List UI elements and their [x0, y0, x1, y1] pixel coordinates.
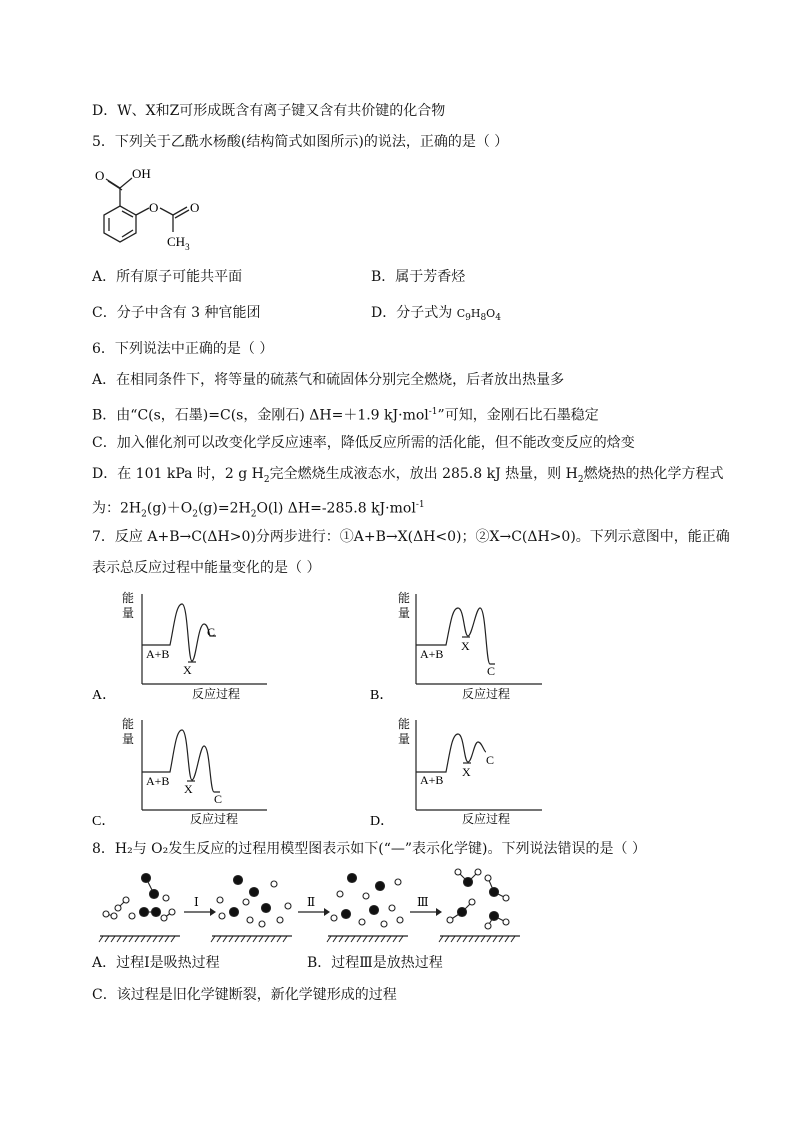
q8-option-b: B．过程Ⅲ是放热过程 — [307, 955, 443, 971]
q7-stem-line1: 7．反应 A+B→C(ΔH>0)分两步进行：①A+B→X(ΔH<0)；②X→C(ΔH>0)。下列示意图中，能正确 — [92, 529, 730, 545]
reaction-model-diagram — [96, 864, 536, 946]
q4-option-d: D．W、X和Z可形成既含有离子键又含有共价键的化合物 — [92, 103, 446, 119]
energy-diagram-c — [92, 712, 292, 827]
svg-text:A+B: A+B — [146, 774, 170, 788]
option-d-label: D． — [370, 814, 395, 829]
q6-option-c: C．加入催化剂可以改变化学反应速率，降低反应所需的活化能，但不能改变反应的焓变 — [92, 435, 635, 451]
svg-text:C: C — [207, 625, 216, 639]
svg-text:C: C — [486, 753, 495, 767]
q7-stem-line2: 表示总反应过程中能量变化的是（ ） — [92, 560, 321, 576]
svg-text:Ⅲ: Ⅲ — [417, 895, 429, 909]
svg-text:反应过程: 反应过程 — [462, 812, 511, 826]
svg-text:A+B: A+B — [146, 647, 170, 661]
q5-option-d: D．分子式为 $C_9H_8O_4$ — [371, 305, 501, 324]
svg-text:能: 能 — [122, 591, 135, 605]
svg-text:能: 能 — [398, 717, 411, 731]
option-b-label: B． — [370, 688, 394, 703]
svg-text:C: C — [214, 792, 223, 806]
q5-option-a: A．所有原子可能共平面 — [92, 269, 243, 285]
option-a-label: A． — [92, 688, 117, 703]
svg-text:A+B: A+B — [420, 773, 444, 787]
option-c-label: C． — [92, 814, 116, 829]
svg-text:能: 能 — [398, 591, 411, 605]
svg-text:量: 量 — [122, 606, 135, 620]
ester-o-label: O — [149, 200, 159, 215]
carbonyl-o-label: O — [95, 168, 105, 183]
q6-option-d-line1: D．在 101 kPa 时，2 g $H_2$完全燃烧生成液态水，放出 285.8 kJ 热量，则 $H_2$燃烧热的热化学方程式 — [92, 466, 724, 485]
svg-text:A+B: A+B — [420, 647, 444, 661]
energy-diagram-d — [370, 712, 570, 827]
q6-option-a: A．在相同条件下，将等量的硫蒸气和硫固体分别完全燃烧，后者放出热量多 — [92, 372, 565, 388]
svg-text:反应过程: 反应过程 — [190, 812, 239, 826]
svg-text:X: X — [184, 782, 193, 796]
svg-text:X: X — [461, 639, 470, 653]
svg-text:C: C — [487, 664, 496, 678]
q6-option-b: B．由“C(s，石墨)=C(s，金刚石) ΔH=＋1.9 kJ·mol$^{-1}$”可知，金刚石比石墨稳定 — [92, 407, 599, 424]
svg-text:能: 能 — [122, 717, 135, 731]
energy-diagram-a — [92, 586, 292, 701]
energy-diagram-b — [370, 586, 570, 701]
q8-stem: 8．H₂与 O₂发生反应的过程用模型图表示如下(“—”表示化学键)。下列说法错误的是（ ） — [92, 841, 646, 857]
hydroxyl-label: OH — [132, 166, 151, 181]
q8-option-c: C．该过程是旧化学键断裂，新化学键形成的过程 — [92, 987, 397, 1003]
svg-text:Ⅰ: Ⅰ — [194, 895, 199, 909]
q6-stem: 6．下列说法中正确的是（ ） — [92, 341, 274, 357]
q8-option-a: A．过程Ⅰ是吸热过程 — [92, 955, 220, 971]
svg-text:反应过程: 反应过程 — [462, 687, 511, 701]
svg-text:量: 量 — [122, 732, 135, 746]
methyl-label: $CH_3$ — [167, 234, 190, 252]
q5-option-b: B．属于芳香烃 — [371, 269, 466, 285]
q5-option-c: C．分子中含有 3 种官能团 — [92, 305, 261, 321]
q5-stem: 5．下列关于乙酰水杨酸(结构简式如图所示)的说法，正确的是（ ） — [92, 134, 509, 150]
svg-text:X: X — [183, 663, 192, 677]
svg-text:Ⅱ: Ⅱ — [307, 895, 316, 909]
svg-text:量: 量 — [398, 606, 411, 620]
acetylsalicylic-acid-structure — [90, 160, 220, 260]
svg-text:量: 量 — [398, 732, 411, 746]
svg-text:反应过程: 反应过程 — [192, 687, 241, 701]
acetyl-o-label: O — [190, 200, 200, 215]
svg-text:X: X — [462, 765, 471, 779]
q6-option-d-line2: 为：$2H_2(g)+O_2(g)=2H_2O(l)$ ΔH=-285.8 kJ·mol$^{-1}$ — [92, 500, 425, 520]
